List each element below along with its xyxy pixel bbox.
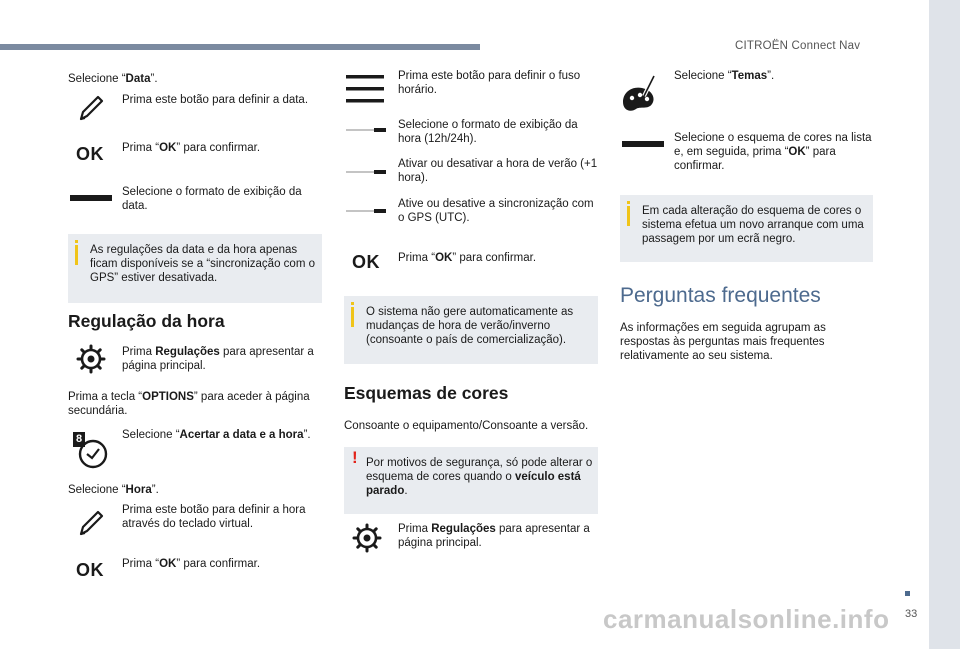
warning-note-text: Por motivos de segurança, só pode alterar o esquema de cores quando o veículo está parado. xyxy=(366,457,593,497)
menu-icon[interactable] xyxy=(346,72,386,106)
pencil-icon[interactable] xyxy=(75,507,107,539)
header-title: CITROËN Connect Nav xyxy=(735,40,861,52)
pencil-icon[interactable] xyxy=(75,92,107,124)
section-heading-colors: Esquemas de cores xyxy=(344,383,509,403)
step-summer-time: Ativar ou desativar a hora de verão (+1 hora). xyxy=(398,158,598,184)
gear-icon[interactable] xyxy=(351,522,383,554)
color-intro: Consoante o equipamento/Consoante a versão. xyxy=(344,420,589,432)
step-settings: Prima Regulações para apresentar a página principal. xyxy=(122,346,314,372)
select-hour-line: Selecione “Hora”. xyxy=(68,484,159,496)
info-icon xyxy=(75,245,78,265)
info-note xyxy=(620,195,873,262)
warning-icon: ! xyxy=(352,448,358,467)
faq-intro: As informações em seguida agrupam as respostas às perguntas mais frequentes relativamente ao seu sistema. xyxy=(620,322,826,362)
step-gps-sync: Ative ou desative a sincronização com o GPS (UTC). xyxy=(398,198,594,224)
step-define-hour: Prima este botão para definir a hora através do teclado virtual. xyxy=(122,504,306,530)
step-settings: Prima Regulações para apresentar a página principal. xyxy=(398,523,590,549)
list-select-icon[interactable] xyxy=(70,195,112,201)
toggle-icon[interactable] xyxy=(346,124,388,136)
ok-icon[interactable]: OK xyxy=(76,144,104,164)
info-note xyxy=(68,234,322,303)
page-number: 33 xyxy=(905,608,918,620)
step-confirm: Prima “OK” para confirmar. xyxy=(122,558,261,570)
step-define-date: Prima este botão para definir a data. xyxy=(122,94,309,106)
step-confirm: Prima “OK” para confirmar. xyxy=(122,142,261,154)
watermark: carmanualsonline.info xyxy=(603,604,890,634)
info-note-text: O sistema não gere automaticamente as mudanças de hora de verão/inverno (consoante o país de comercialização). xyxy=(366,306,574,346)
step-hour-format: Selecione o formato de exibição da hora (12h/24h). xyxy=(398,119,578,145)
toggle-icon[interactable] xyxy=(346,205,388,217)
list-select-icon[interactable] xyxy=(622,141,664,147)
toggle-icon[interactable] xyxy=(346,166,388,178)
info-note-text: Em cada alteração do esquema de cores o sistema efetua um novo arranque com uma passagem por um ecrã negro. xyxy=(642,205,864,245)
options-instruction: Prima a tecla “OPTIONS” para aceder à página secundária. xyxy=(68,391,310,417)
info-icon xyxy=(627,206,630,226)
info-note-text: As regulações da data e da hora apenas ficam disponíveis se a “sincronização com o GPS” estiver desativada. xyxy=(90,244,315,284)
header-rule xyxy=(0,44,480,50)
badge-8: 8 xyxy=(73,432,85,447)
info-note xyxy=(344,296,598,364)
info-icon xyxy=(351,307,354,327)
step-select-scheme: Selecione o esquema de cores na lista e, em seguida, prima “OK” para confirmar. xyxy=(674,132,872,172)
ok-icon[interactable]: OK xyxy=(352,252,380,272)
step-date-format: Selecione o formato de exibição da data. xyxy=(122,186,302,212)
step-select-themes: Selecione “Temas”. xyxy=(674,70,775,82)
warning-note xyxy=(344,447,598,514)
clock-icon[interactable] xyxy=(76,436,110,470)
step-timezone: Prima este botão para definir o fuso horário. xyxy=(398,70,581,96)
palette-icon[interactable] xyxy=(620,72,662,114)
step-set-date-time: Selecione “Acertar a data e a hora”. xyxy=(122,429,311,441)
step-confirm: Prima “OK” para confirmar. xyxy=(398,252,537,264)
section-heading-time: Regulação da hora xyxy=(68,311,225,331)
gear-icon[interactable] xyxy=(75,343,107,375)
select-date-line: Selecione “Data”. xyxy=(68,73,158,85)
section-heading-faq: Perguntas frequentes xyxy=(620,284,821,307)
page-side-strip xyxy=(929,0,960,649)
ok-icon[interactable]: OK xyxy=(76,560,104,580)
page-marker xyxy=(905,591,910,596)
